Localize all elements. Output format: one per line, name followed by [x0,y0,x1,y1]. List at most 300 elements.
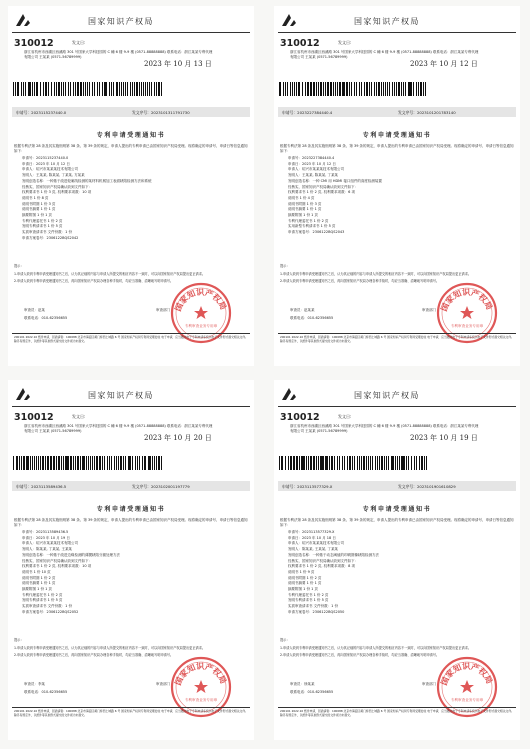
barcode-bar [90,456,91,470]
issue-date: 2023 年 10 月 19 日 [410,434,478,442]
logo-stroke [24,394,30,400]
recipient-address: 浙江省杭州市西湖区西溪路 301 号国家大学科技园的 C 幢 6 楼 9-9 楼 (0571-88888888) 联系电话：浙江某某专利代理有限公司 王某某 (0571-56789999) [24,50,213,59]
barcode-bar [68,82,70,96]
field-line: 说明书 1 份 4 页 [288,195,315,200]
barcode-bar [111,456,112,470]
notes-heading: 提示： [280,638,290,642]
barcode-bar [61,82,62,96]
header-divider [12,32,250,33]
field-line: 实质审查请求书 文件份数：1 份 [22,230,72,235]
recipient-address: 浙江省杭州市西湖区西溪路 301 号国家大学科技园的 C 幢 6 楼 9-9 楼 (0571-88888888) 联系电话：浙江某某专利代理有限公司 王某某 (0571-56789999) [290,50,479,59]
barcode-bar [139,82,140,96]
barcode-bar [423,82,424,96]
barcode-bar [313,82,315,96]
issue-date: 2023 年 10 月 20 日 [144,434,212,442]
barcode-bar [389,82,391,96]
issue-date: 2023 年 10 月 12 日 [410,60,478,68]
barcode-bar [149,82,150,96]
cnipa-logo-icon [280,386,298,402]
field-line: 发明专利请求书 1 份 5 页 [22,224,63,229]
barcode-bar [394,82,395,96]
barcode-bar [369,82,370,96]
barcode-bar [29,82,31,96]
barcode-bar [299,82,300,96]
office-name: 国家知识产权局 [354,391,420,400]
seal-arc-text: 国家知识产权局 [173,287,228,313]
barcode-bar [352,456,353,470]
field-line: 说明书附图 1 份 2 页 [22,575,56,580]
issue-date-label: 发文日: [72,414,86,419]
dispatch-number: 发文序号：2023101901610829 [398,484,456,489]
examiner-name: 审查员：徐某某 [290,682,315,686]
barcode-bar [107,456,109,470]
application-number: 申请号：2023113589436.5 [16,484,67,489]
barcode-bar [152,456,153,470]
logo-stroke [290,394,296,400]
note-item: 1.申请人收到专利申请受理通知书之后，认为其记载的内容与申请人所提交的相应内容不一致时，可以向国家知识产权局提出更正请求。 [280,645,472,650]
barcode [279,456,429,470]
field-line: 说明书 1 份 10 页 [22,569,51,574]
barcode-bar [125,456,126,470]
barcode-bar [351,82,352,96]
barcode-bar [398,82,400,96]
seal-star [460,680,474,693]
field-line: 摘要附图 1 份 1 页 [22,213,52,218]
department-label: 审查部门 [422,682,436,686]
field-line: 说明书 1 份 8 页 [22,195,49,200]
barcode-bar [285,456,287,470]
barcode-bar [154,82,155,96]
barcode-bar [97,82,99,96]
notice-intro: 根据专利法第 28 条及其实施细则第 38 条、第 39 条的规定，申请人提出的专利申请已由国家知识产权局受理。现将确定的申请号、申请日等信息通知如下： [280,518,514,527]
info-bar [12,107,250,117]
postcode: 310012 [14,38,54,49]
field-line: 申请方案卷号：2306122BQS2043 [288,230,345,235]
barcode-bar [134,82,135,96]
field-line: 权利要求书 1 份 2 页, 权利要求项数：10 项 [22,564,92,569]
field-line: 申请人：绍兴市某某某技术有限公司 [288,167,344,172]
barcode-bar [301,456,303,470]
dispatch-number: 发文序号：2023101311791730 [132,110,190,115]
barcode-bar [65,456,67,470]
field-line: 权利要求书 1 份 3 页, 权利要求项数：10 项 [22,190,92,195]
seal-arc-text: 国家知识产权局 [439,287,494,313]
barcode-bar [392,456,394,470]
barcode-bar [403,456,405,470]
header-divider [12,406,250,407]
field-line: 申请方案卷号：2306122BQS2050 [288,609,345,614]
seal-star [460,306,474,319]
barcode-bar [377,456,378,470]
barcode-bar [106,82,107,96]
application-number: 申请号：2023113577329.X [282,484,333,489]
barcode-bar [310,82,312,96]
notice-fields [288,530,510,616]
barcode-bar [63,82,65,96]
postcode: 310012 [14,412,54,423]
barcode-bar [75,82,77,96]
barcode-bar [130,82,131,96]
barcode-bar [327,82,329,96]
seal-bottom-text: 专利审查业务专用章 [184,324,218,328]
note-item: 1.申请人收到专利申请受理通知书之后，认为其记载的内容与申请人所提交的相应内容不一致时，可以向国家知识产权局提出更正请求。 [14,271,206,276]
barcode-bar [334,456,335,470]
field-line: 说明书摘要 1 份 1 页 [22,207,56,212]
field-line: 说明书附图 1 份 3 页 [22,201,56,206]
seal-bottom-text: 专利审查业务专用章 [184,698,218,702]
barcode-bar [137,456,138,470]
field-line: 摘要附图 1 份 1 页 [22,587,52,592]
notice-title: 专利申请受理通知书 [96,506,166,513]
barcode-bar [413,82,414,96]
barcode-bar [13,456,14,470]
notice-title: 专利申请受理通知书 [362,132,432,139]
barcode-bar [411,82,412,96]
field-line: 权利要求书 1 份 2 页, 权利要求项数：8 项 [288,564,355,569]
barcode-bar [119,82,120,96]
field-line: 发明人：王某某, 陈某某, 丁某某, 方某某 [22,173,85,178]
barcode-bar [121,456,122,470]
barcode [13,456,163,470]
field-line: 发明人：陈某某, 王某某, 丁某某 [288,547,338,552]
seal-star [194,680,208,693]
field-line: 说明书附图 1 份 3 页 [288,201,322,206]
barcode-bar [73,456,74,470]
field-line: 申请号：2023115237440.0 [22,156,69,160]
issue-date: 2023 年 10 月 13 日 [144,60,212,68]
barcode-bar [143,82,144,96]
examiner-phone: 联系电话：010-62356655 [24,316,68,320]
barcode-bar [366,456,367,470]
barcode-bar [50,456,52,470]
barcode-bar [94,456,95,470]
note-item: 2.申请人收到专利申请受理通知书之后，再向国家知识产权局办理各种手续时，均应当准确、清晰地写明申请号。 [14,653,174,658]
postcode: 310012 [280,38,320,49]
cnipa-logo-icon [14,386,32,402]
barcode-bar [384,456,385,470]
field-line: 说明书摘要 1 份 1 页 [22,581,56,586]
barcode-bar [36,456,37,470]
barcode-bar [32,456,34,470]
header-divider [278,406,516,407]
barcode-bar [58,82,60,96]
barcode-bar [392,82,393,96]
barcode-bar [149,456,151,470]
barcode-bar [94,82,96,96]
field-line: 经核实，国家知识产权局确认收到文件如下： [22,184,92,189]
department-label: 审查部门 [422,308,436,312]
barcode-bar [293,456,295,470]
barcode-bar [104,82,106,96]
barcode-bar [102,456,103,470]
seal-bottom-text: 专利审查业务专用章 [450,698,484,702]
barcode-bar [96,456,98,470]
field-line: 申请号：2023113577329.X [288,530,335,534]
field-line: 申请日：2023 年 10 月 12 日 [22,161,70,166]
barcode-bar [92,82,93,96]
barcode-bar [343,82,345,96]
note-item: 2.申请人收到专利申请受理通知书之后，再向国家知识产权局办理各种手续时，均应当准确、清晰地写明申请号。 [280,279,440,284]
barcode-bar [337,456,338,470]
barcode-bar [53,456,55,470]
barcode-bar [303,456,305,470]
barcode-bar [333,82,334,96]
note-item: 2.申请人收到专利申请受理通知书之后，再向国家知识产权局办理各种手续时，均应当准确、清晰地写明申请号。 [14,279,174,284]
barcode-bar [99,456,101,470]
barcode-bar [158,456,160,470]
field-line: 发明创造名称：一种基于改进边缘检测的薄膜缺陷分割处理方法 [22,552,120,557]
notice-intro: 根据专利法第 28 条及其实施细则第 38 条、第 39 条的规定，申请人提出的专利申请已由国家知识产权局受理。现将确定的申请号、申请日等信息通知如下： [280,144,514,153]
barcode-bar [397,456,398,470]
field-line: 发明专利请求书 1 份 5 页 [22,598,63,603]
office-name: 国家知识产权局 [88,17,154,26]
field-line: 申请人：绍兴市某某某技术有限公司 [22,167,78,172]
examiner-name: 审查员：李某 [24,682,45,686]
field-line: 权利要求书 1 份 2 页, 权利要求项数：6 项 [288,190,355,195]
field-line: 发明创造名称：一种基于改进轮廓线检测的某材料机械加工表面缺陷检测方法和系统 [22,178,152,183]
field-line: 发明人：陈某某, 丁某某, 王某某 [22,547,72,552]
field-line: 摘要附图 1 份 1 页 [288,213,318,218]
barcode-bar [280,82,281,96]
barcode-bar [381,456,383,470]
field-line: 发明专利请求书 1 份 5 页 [288,598,329,603]
notice-panel [8,380,254,740]
barcode-bar [58,456,60,470]
barcode-bar [320,456,322,470]
field-line: 经核实，国家知识产权局确认收到文件如下： [22,558,92,563]
notice-panel [8,6,254,366]
barcode-bar [354,456,355,470]
barcode-bar [132,82,133,96]
barcode-bar [416,82,417,96]
barcode-bar [156,456,157,470]
barcode-bar [18,82,19,96]
barcode-bar [37,82,38,96]
barcode-bar [132,456,133,470]
barcode-bar [135,456,136,470]
barcode-bar [83,456,85,470]
recipient-address: 浙江省杭州市西湖区西溪路 301 号国家大学科技园的 C 幢 6 楼 9-9 楼 (0571-88888888) 联系电话：浙江某某专利代理有限公司 王某某 (0571-56789999) [290,424,479,433]
info-bar [12,481,250,491]
barcode-bar [99,82,100,96]
barcode-bar [420,82,422,96]
dispatch-number: 发文序号：2023101201783140 [398,110,456,115]
barcode-bar [292,82,294,96]
barcode-bar [376,82,377,96]
barcode-bar [419,456,421,470]
barcode-bar [325,82,327,96]
barcode-bar [65,82,67,96]
field-line: 申请人：绍兴市某某某技术有限公司 [288,541,344,546]
field-line: 经核实，国家知识产权局确认收到文件如下： [288,184,358,189]
field-line: 说明书 1 份 9 页 [288,569,315,574]
barcode-bar [406,456,407,470]
logo-stroke [16,14,25,26]
field-line: 申请日：2023 年 10 月 19 日 [22,535,70,540]
office-name: 国家知识产权局 [354,17,420,26]
barcode-bar [388,456,389,470]
seal-star [194,306,208,319]
barcode-bar [323,82,324,96]
barcode-bar [342,456,344,470]
barcode-bar [113,82,114,96]
footer-divider [278,333,516,334]
issue-date-label: 发文日: [72,40,86,45]
barcode-bar [116,456,117,470]
examiner-phone: 联系电话：010-62356655 [290,316,334,320]
barcode-bar [339,82,341,96]
barcode-bar [123,456,124,470]
barcode-bar [421,456,423,470]
barcode-bar [366,82,368,96]
barcode-bar [161,82,162,96]
barcode-bar [27,456,29,470]
note-item: 1.申请人收到专利申请受理通知书之后，认为其记载的内容与申请人所提交的相应内容不一致时，可以向国家知识产权局提出更正请求。 [280,271,472,276]
barcode-bar [156,82,158,96]
barcode-bar [396,82,397,96]
barcode-bar [89,82,90,96]
field-line: 实质审查请求书 文件份数：1 份 [288,604,338,609]
notice-fields [22,530,244,616]
barcode-bar [401,456,403,470]
barcode-bar [87,82,88,96]
notice-fields [22,156,244,242]
notice-footer: 200101 2022.10 纸件申请，回函请寄：100088 北京市海淀区蓟门桥西土城路 6 号 国家知识产权局专利局受理处收 电子申请，应当通过电子专利申请系统以电子文件形式提交相关文件。除另有规定外，以纸件等其他形式提交的文件视为未提交。 [280,335,514,343]
field-line: 专利代理委托书 1 份 2 页 [288,592,329,597]
barcode-bar [81,82,83,96]
office-name: 国家知识产权局 [88,391,154,400]
barcode-bar [123,82,124,96]
department-label: 审查部门 [156,682,170,686]
field-line: 申请号：2023113589436.5 [22,530,69,534]
barcode-bar [145,456,146,470]
barcode-bar [151,82,152,96]
barcode-bar [23,456,25,470]
notes-heading: 提示： [14,638,24,642]
department-label: 审查部门 [156,308,170,312]
notice-fields [288,156,510,236]
notice-panel [274,6,520,366]
application-number: 申请号：2023115237440.0 [16,110,67,115]
barcode-bar [282,456,283,470]
barcode-bar [109,82,110,96]
logo-stroke [16,388,25,400]
barcode-bar [310,456,312,470]
barcode-bar [109,456,110,470]
barcode-bar [356,82,358,96]
barcode-bar [320,82,322,96]
barcode-bar [326,456,328,470]
barcode-bar [339,456,341,470]
barcode-bar [375,456,376,470]
barcode-bar [25,82,27,96]
barcode-bar [129,456,131,470]
barcode-bar [92,456,93,470]
barcode-bar [308,456,310,470]
barcode-bar [42,456,44,470]
notice-footer: 200101 2022.10 纸件申请，回函请寄：100088 北京市海淀区蓟门桥西土城路 6 号 国家知识产权局专利局受理处收 电子申请，应当通过电子专利申请系统以电子文件形式提交相关文件。除另有规定外，以纸件等其他形式提交的文件视为未提交。 [14,709,248,717]
barcode-bar [154,456,155,470]
barcode-bar [67,456,69,470]
barcode-bar [418,82,420,96]
barcode-bar [104,456,105,470]
field-line: 申请号：2023227384440.4 [288,156,335,160]
barcode-bar [344,456,345,470]
field-line: 发明创造名称：一种 CMI 用 HDMI 接口组件的高度检测装置 [288,178,382,183]
info-bar [278,107,516,117]
logo-stroke [290,20,296,26]
barcode-bar [395,456,396,470]
barcode-bar [426,456,427,470]
barcode-bar [40,82,42,96]
barcode-bar [48,82,50,96]
field-line: 专利代理委托书 1 份 2 页 [22,218,63,223]
examiner-phone: 联系电话：010-62356655 [24,690,68,694]
issue-date-label: 发文日: [338,40,352,45]
barcode-bar [330,82,332,96]
barcode-bar [302,82,304,96]
logo-stroke [24,20,30,26]
field-line: 申请日：2023 年 10 月 18 日 [288,535,336,540]
barcode-bar [161,456,163,470]
field-line: 专利代理委托书 1 份 2 页 [22,592,63,597]
barcode-bar [401,82,402,96]
examiner-name: 审查员：赵某某 [290,308,315,312]
logo-stroke [282,388,291,400]
barcode-bar [318,82,320,96]
barcode-bar [102,82,103,96]
barcode [13,82,163,96]
barcode-bar [127,82,129,96]
barcode-bar [349,82,350,96]
field-line: 说明书摘要 1 份 1 页 [288,207,322,212]
info-bar [278,481,516,491]
field-line: 实用新型专利请求书 1 份 5 页 [288,224,336,229]
barcode-bar [322,456,324,470]
barcode-bar [296,82,297,96]
note-item: 1.申请人收到专利申请受理通知书之后，认为其记载的内容与申请人所提交的相应内容不一致时，可以向国家知识产权局提出更正请求。 [14,645,206,650]
notice-intro: 根据专利法第 28 条及其实施细则第 38 条、第 39 条的规定，申请人提出的专利申请已由国家知识产权局受理。现将确定的申请号、申请日等信息通知如下： [14,518,248,527]
examiner-name: 审查员：赵某 [24,308,45,312]
issue-date-label: 发文日: [338,414,352,419]
dispatch-number: 发文序号：2023102001197779 [132,484,190,489]
postcode: 310012 [280,412,320,423]
barcode-bar [347,456,348,470]
barcode-bar [61,456,63,470]
notice-title: 专利申请受理通知书 [96,132,166,139]
footer-divider [278,707,516,708]
field-line: 实质审查请求书 文件份数：1 份 [22,604,72,609]
barcode-bar [283,82,285,96]
barcode-bar [136,82,138,96]
notice-title: 专利申请受理通知书 [362,506,432,513]
field-line: 申请方案卷号：2306122BQS2052 [22,609,79,614]
seal-arc-text: 国家知识产权局 [439,661,494,687]
recipient-address: 浙江省杭州市西湖区西溪路 301 号国家大学科技园的 C 幢 6 楼 9-9 楼 (0571-88888888) 联系电话：浙江某某专利代理有限公司 王某某 (0571-56789999) [24,424,213,433]
barcode-bar [63,456,64,470]
barcode-bar [21,456,22,470]
barcode-bar [77,82,79,96]
field-line: 说明书摘要 1 份 1 页 [288,581,322,586]
barcode-bar [147,82,149,96]
barcode-bar [379,456,380,470]
barcode-bar [425,82,427,96]
seal-bottom-text: 专利审查业务专用章 [450,324,484,328]
barcode-bar [77,456,79,470]
barcode-bar [34,82,35,96]
barcode-bar [316,456,317,470]
notice-footer: 200101 2022.10 纸件申请，回函请寄：100088 北京市海淀区蓟门桥西土城路 6 号 国家知识产权局专利局受理处收 电子申请，应当通过电子专利申请系统以电子文件形式提交相关文件。除另有规定外，以纸件等其他形式提交的文件视为未提交。 [280,709,514,717]
